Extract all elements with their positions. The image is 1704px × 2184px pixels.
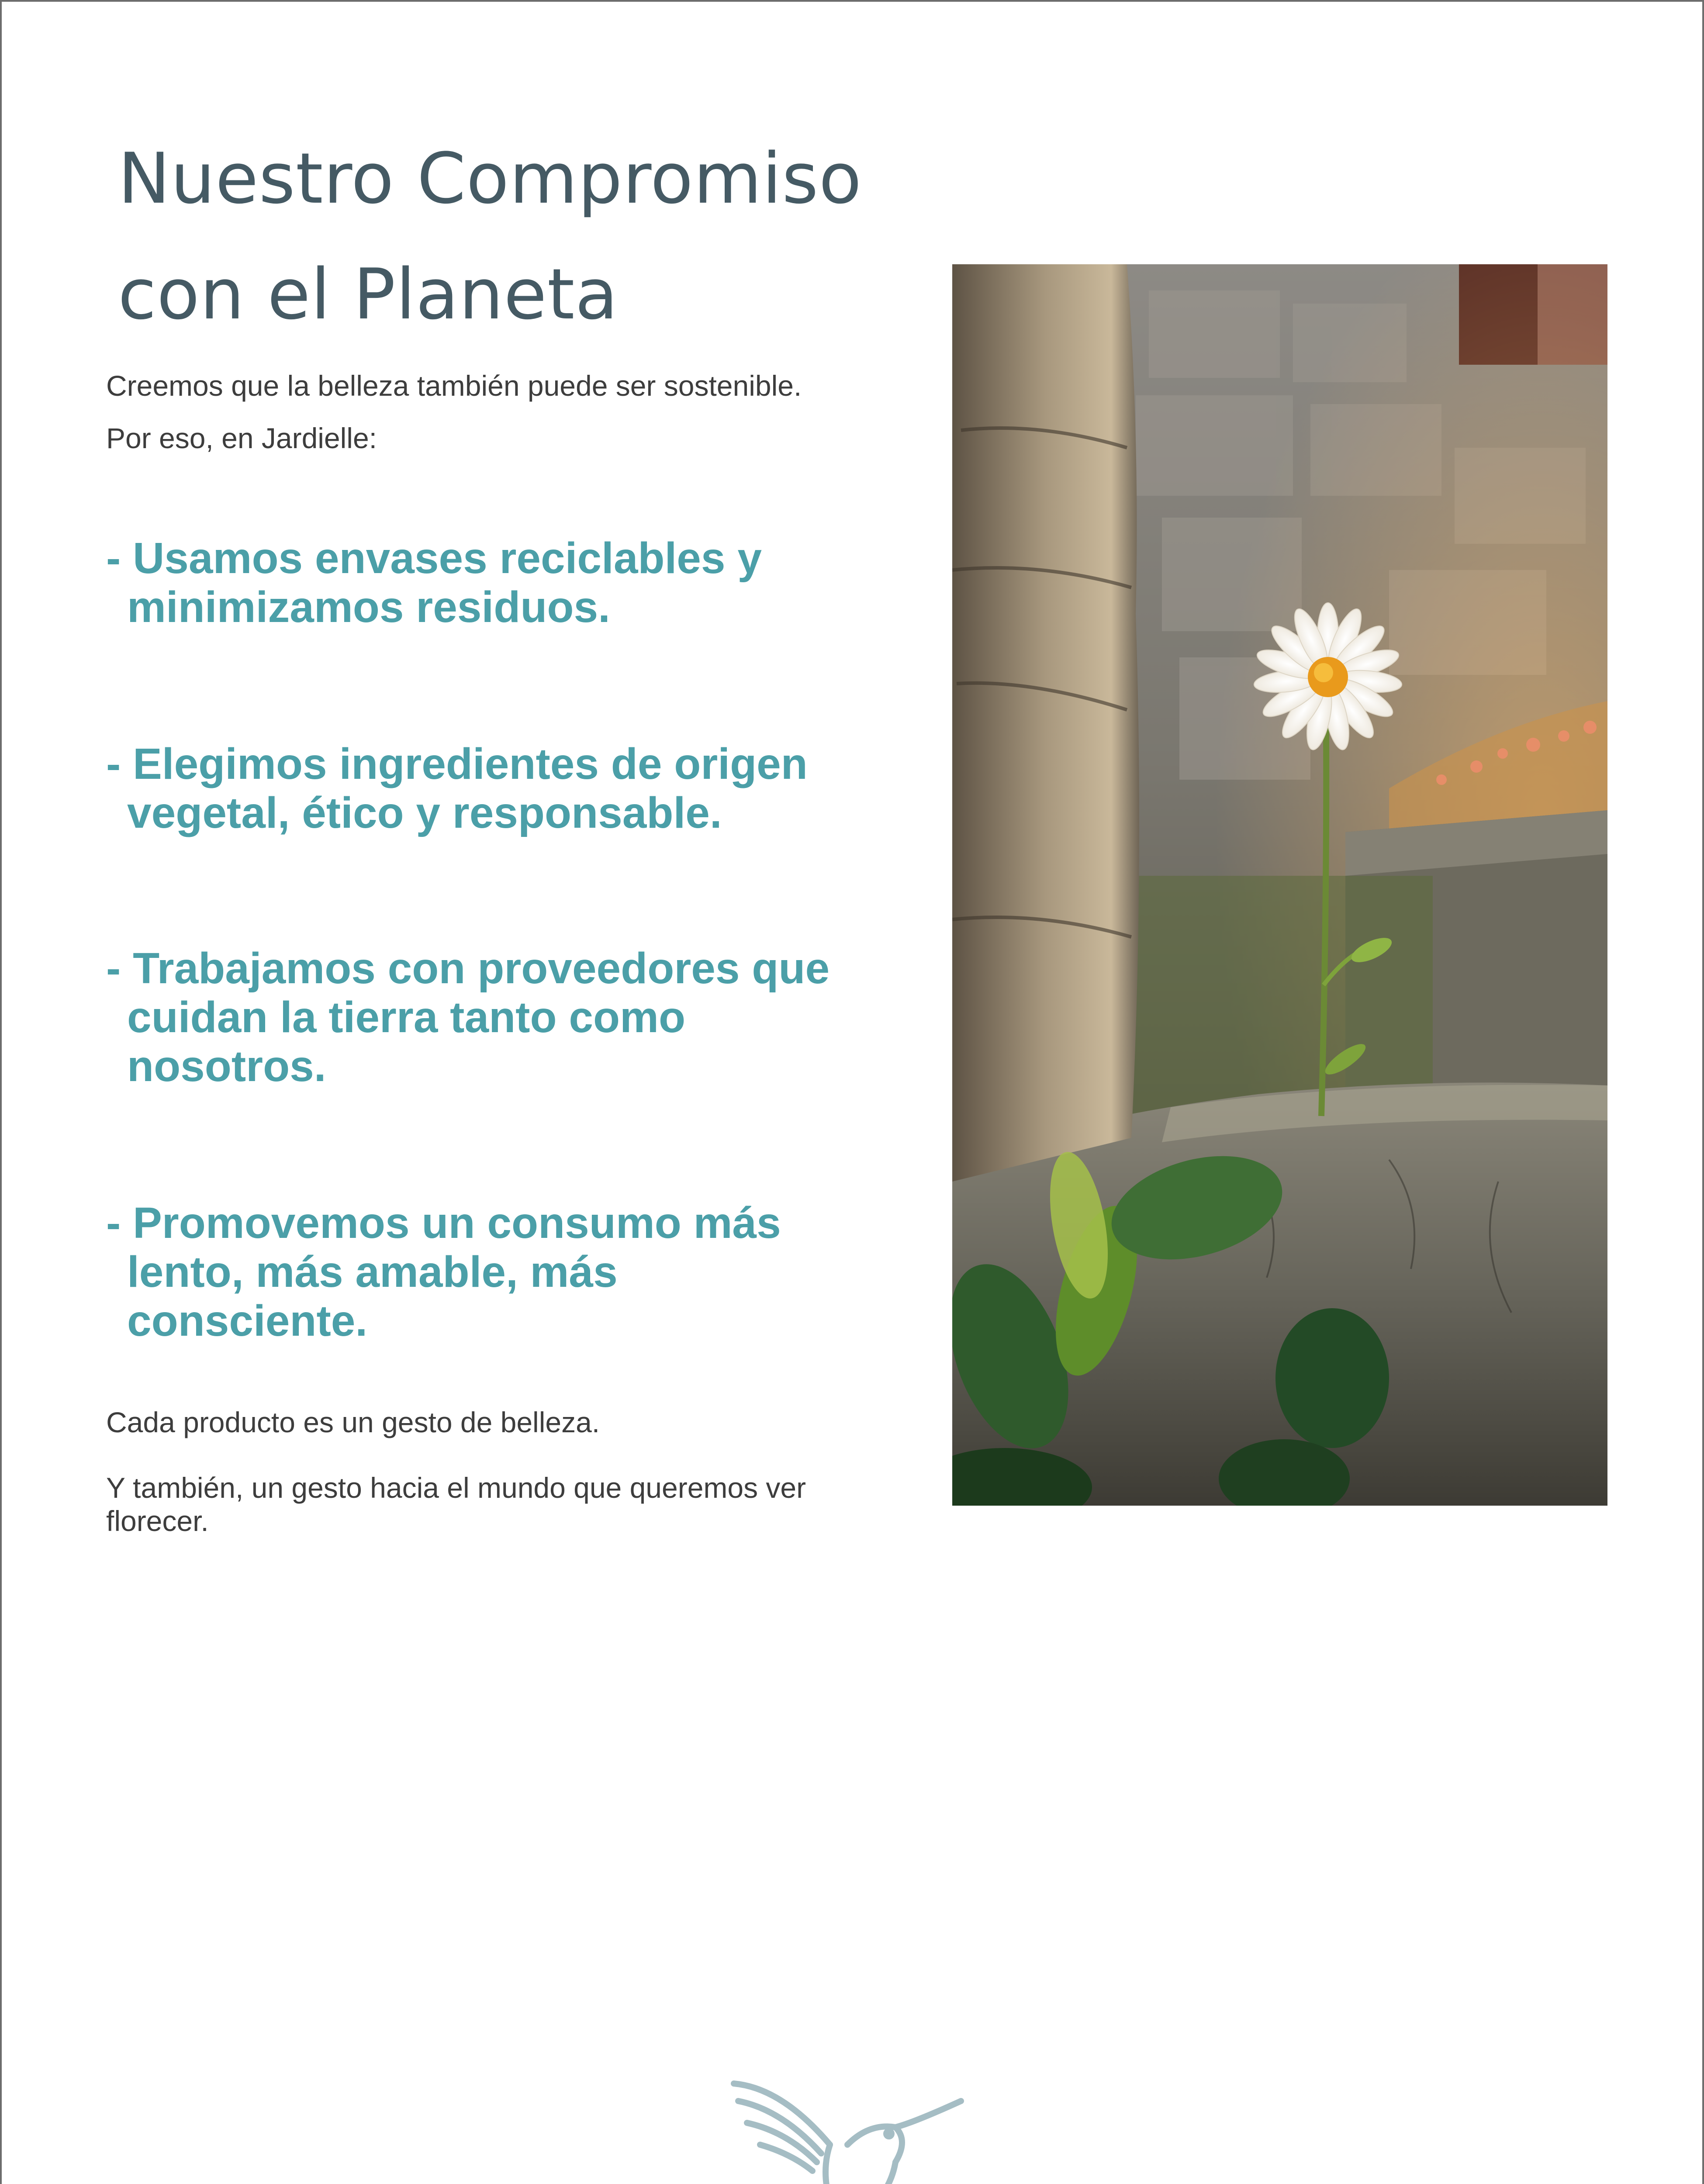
commitment-item-ingredients [106,740,892,837]
commitment-item-packaging [106,534,892,632]
commitment-line: cuidan la tierra tanto como [127,993,686,1042]
commitment-line: lento, más amable, más [127,1248,618,1296]
page-title-line-1: Nuestro Compromiso [118,138,862,219]
commitment-line: nosotros. [127,1042,326,1091]
daisy-photo [952,264,1607,1506]
page-title-line-2: con el Planeta [118,253,619,335]
hummingbird-leaf-logo-icon [716,2070,987,2184]
intro-text-1: Creemos que la belleza también puede ser sostenible. [106,370,802,402]
commitment-line: minimizamos residuos. [127,583,610,632]
commitment-line: - Promovemos un consumo más [106,1199,781,1248]
commitment-line: - Usamos envases reciclables y [106,534,762,583]
commitment-item-consumption [106,1199,892,1345]
commitment-line: vegetal, ético y responsable. [127,788,722,837]
closing-text-2: Y también, un gesto hacia el mundo que queremos ver florecer. [106,1472,806,1537]
commitment-line: - Elegimos ingredientes de origen [106,740,808,788]
commitment-item-suppliers [106,944,892,1091]
intro-text-2: Por eso, en Jardielle: [106,422,377,454]
closing-text-1: Cada producto es un gesto de belleza. [106,1406,600,1438]
commitment-line: consciente. [127,1296,368,1345]
commitment-line: - Trabajamos con proveedores que [106,944,830,993]
